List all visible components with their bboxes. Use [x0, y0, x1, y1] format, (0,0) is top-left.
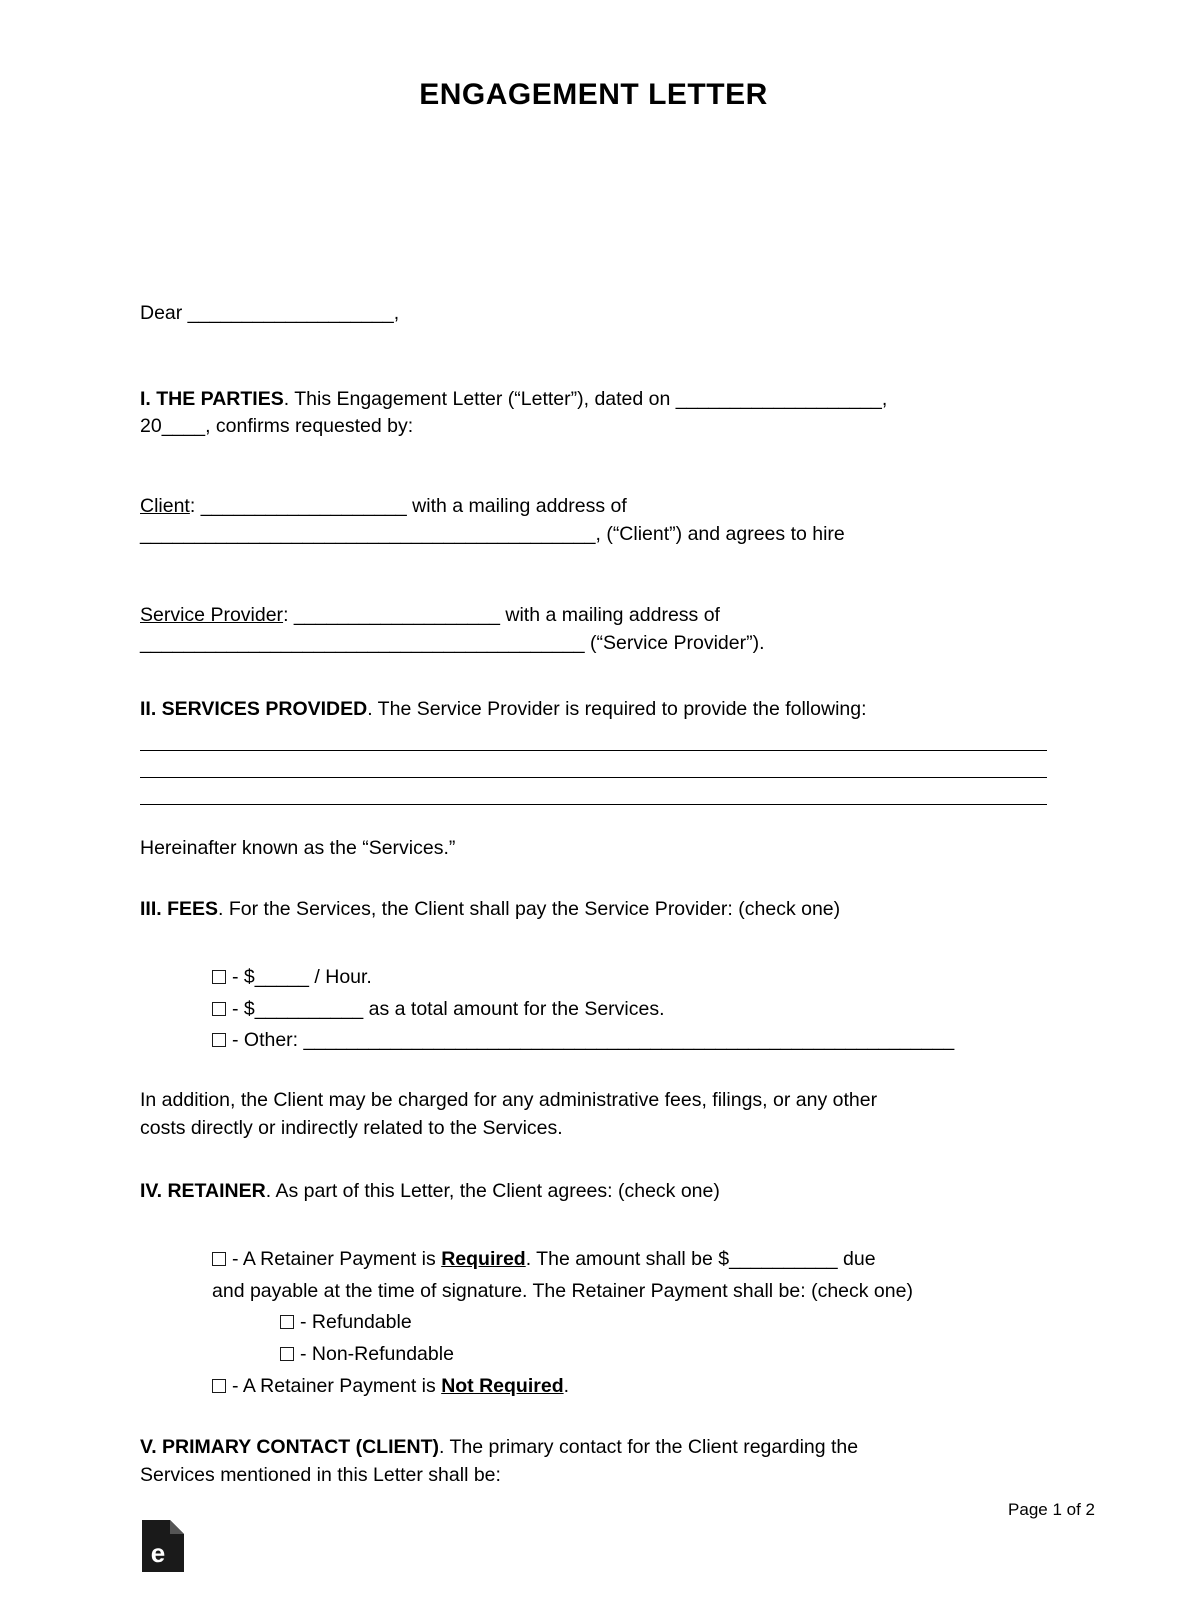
checkbox-icon[interactable]	[212, 1252, 226, 1266]
fees-option-hourly-label: - $_____ / Hour.	[232, 965, 372, 988]
section-retainer-intro-text: . As part of this Letter, the Client agrees: (check one)	[265, 1180, 720, 1203]
retainer-required-post: . The amount shall be $__________ due	[525, 1248, 876, 1270]
section-primary-contact	[140, 1434, 1047, 1489]
fees-addendum-line2: costs directly or indirectly related to the Services.	[140, 1116, 563, 1139]
checkbox-icon[interactable]	[212, 1002, 226, 1016]
retainer-required-word: Required	[441, 1248, 526, 1270]
retainer-required-line2	[212, 1278, 1047, 1306]
section-fees-intro	[140, 896, 1047, 924]
services-blank-line-2[interactable]	[140, 777, 1047, 778]
fees-options	[212, 964, 1047, 1055]
fees-option-total[interactable]	[212, 996, 1047, 1024]
client-line-2: __________________________________________, (“Client”) and agrees to hire	[140, 522, 845, 545]
retainer-option-refundable-label: - Refundable	[300, 1311, 412, 1334]
fees-option-other-label: - Other: ____________________________________________________________	[232, 1029, 955, 1052]
section-primary-contact-intro: . The primary contact for the Client regarding the	[439, 1436, 859, 1459]
retainer-options	[212, 1246, 1047, 1400]
salutation-line: Dear ___________________,	[140, 302, 400, 324]
checkbox-icon[interactable]	[212, 970, 226, 984]
section-parties-intro-text: . This Engagement Letter (“Letter”), dated on ___________________,	[283, 387, 888, 410]
client-line-1: : ___________________ with a mailing address of	[189, 495, 627, 518]
document-body	[0, 300, 1187, 1490]
retainer-not-required-post: .	[563, 1374, 570, 1397]
client-block	[140, 493, 1047, 548]
eforms-logo	[140, 1518, 186, 1574]
fees-option-total-label: - $__________ as a total amount for the Services.	[232, 997, 665, 1020]
retainer-not-required-word: Not Required	[441, 1374, 564, 1397]
retainer-option-non-refundable[interactable]	[280, 1341, 1047, 1369]
section-primary-contact-heading: V. PRIMARY CONTACT (CLIENT)	[140, 1436, 440, 1459]
retainer-option-non-refundable-label: - Non-Refundable	[300, 1343, 454, 1366]
client-label: Client	[140, 495, 190, 518]
retainer-sub-options	[280, 1309, 1047, 1368]
section-primary-contact-line2: Services mentioned in this Letter shall be:	[140, 1464, 501, 1487]
svg-text:e: e	[150, 1538, 166, 1568]
retainer-not-required-pre: - A Retainer Payment is	[232, 1374, 442, 1397]
retainer-required-pre: - A Retainer Payment is	[232, 1248, 442, 1270]
section-retainer-heading: IV. RETAINER	[140, 1180, 266, 1203]
section-services-heading: II. SERVICES PROVIDED	[140, 697, 368, 720]
retainer-required-line2-text: and payable at the time of signature. The Retainer Payment shall be: (check one)	[212, 1279, 913, 1302]
section-parties-heading: I. THE PARTIES	[140, 387, 284, 410]
section-fees-heading: III. FEES	[140, 898, 219, 921]
services-blank-lines	[140, 750, 1047, 805]
checkbox-icon[interactable]	[280, 1347, 294, 1361]
checkbox-icon[interactable]	[212, 1379, 226, 1393]
fees-addendum-line1: In addition, the Client may be charged for any administrative fees, filings, or any other	[140, 1088, 878, 1111]
section-parties-intro-line2: 20____, confirms requested by:	[140, 415, 414, 438]
services-blank-line-1[interactable]	[140, 750, 1047, 751]
provider-block	[140, 602, 1047, 657]
fees-addendum	[140, 1087, 1047, 1142]
section-services-intro	[140, 696, 1047, 724]
provider-line-1: : ___________________ with a mailing address of	[283, 604, 720, 627]
document-page	[0, 78, 1187, 1614]
retainer-option-required[interactable]	[212, 1246, 1047, 1274]
provider-label: Service Provider	[140, 604, 284, 627]
retainer-option-refundable[interactable]	[280, 1309, 1047, 1337]
section-parties-intro	[140, 386, 1047, 441]
section-services-intro-text: . The Service Provider is required to provide the following:	[367, 697, 867, 720]
checkbox-icon[interactable]	[212, 1033, 226, 1047]
retainer-option-not-required[interactable]	[212, 1373, 1047, 1401]
section-fees-intro-text: . For the Services, the Client shall pay the Service Provider: (check one)	[218, 898, 841, 921]
services-hereinafter: Hereinafter known as the “Services.”	[140, 836, 456, 859]
fees-option-hourly[interactable]	[212, 964, 1047, 992]
fees-option-other[interactable]	[212, 1027, 1047, 1055]
page-indicator: Page 1 of 2	[1008, 1500, 1095, 1519]
checkbox-icon[interactable]	[280, 1315, 294, 1329]
page-title: ENGAGEMENT LETTER	[419, 78, 768, 111]
provider-line-2: _________________________________________ (“Service Provider”).	[140, 632, 765, 655]
section-retainer-intro	[140, 1178, 1047, 1206]
